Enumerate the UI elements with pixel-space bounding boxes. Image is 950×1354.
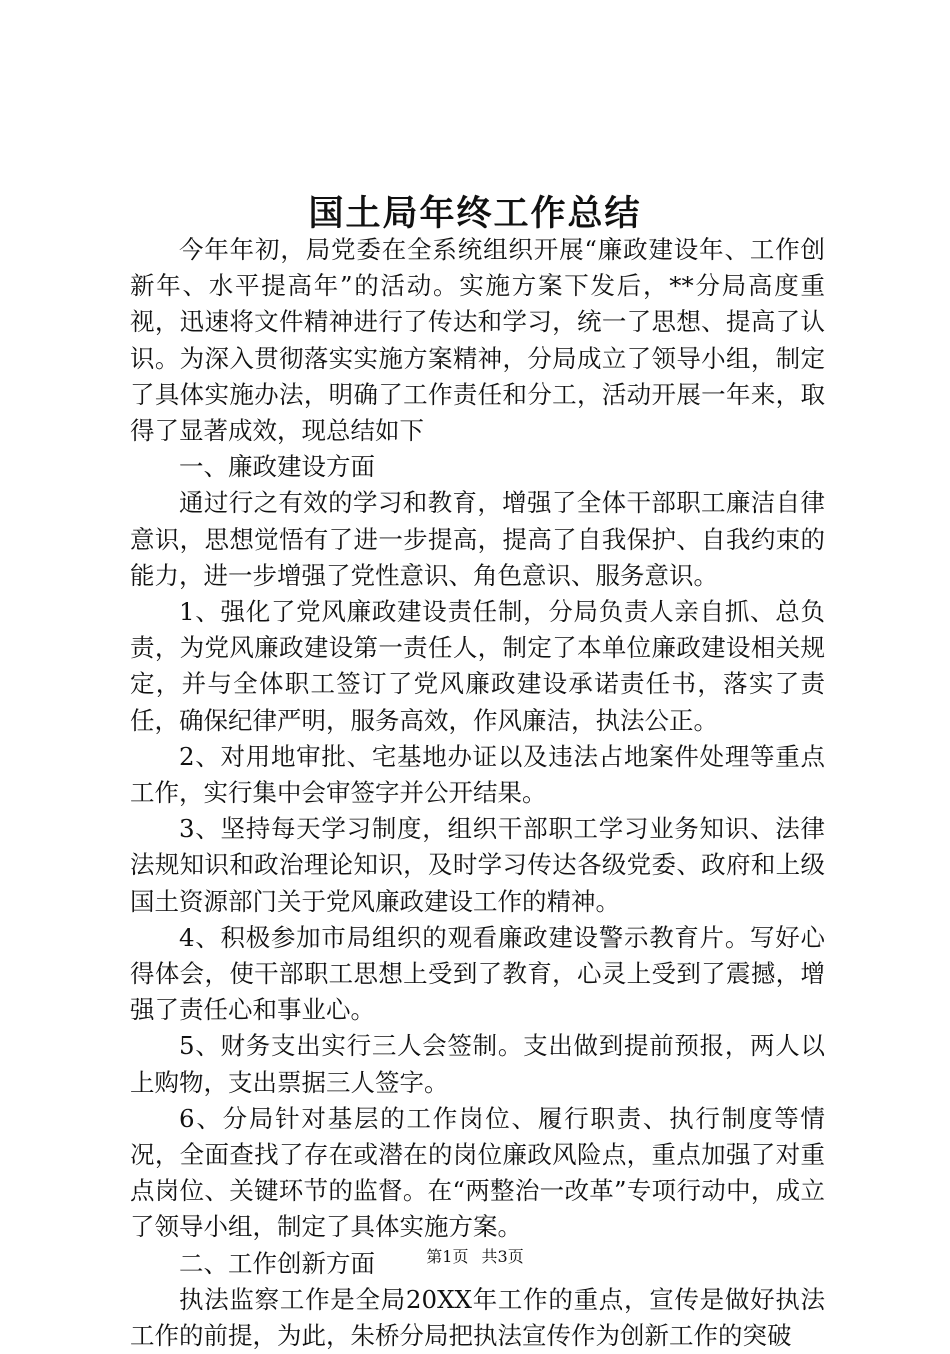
page-number: 第1页 (426, 1247, 469, 1266)
document-body (130, 232, 825, 1354)
paragraph-intro: 今年年初，局党委在全系统组织开展“廉政建设年、工作创新年、水平提高年”的活动。实施方案下发后，**分局高度重视，迅速将文件精神进行了传达和学习，统一了思想、提高了认识。为深入贯彻落实实施方案精神，分局成立了领导小组，制定了具体实施办法，明确了工作责任和分工，活动开展一年来，取得了显著成效，现总结如下 (130, 235, 825, 446)
list-item-2: 2、对用地审批、宅基地办证以及违法占地案件处理等重点工作，实行集中会审签字并公开结果。 (130, 741, 825, 808)
document-title: 国土局年终工作总结 (308, 193, 642, 234)
list-item-1: 1、强化了党风廉政建设责任制，分局负责人亲自抓、总负责，为党风廉政建设第一责任人，制定了本单位廉政建设相关规定，并与全体职工签订了党风廉政建设承诺责任书，落实了责任，确保纪律严明，服务高效，作风廉洁，执法公正。 (130, 597, 825, 735)
list-item-4: 4、积极参加市局组织的观看廉政建设警示教育片。写好心得体会，使干部职工思想上受到了教育，心灵上受到了震撼，增强了责任心和事业心。 (130, 922, 825, 1025)
paragraph: 执法监察工作是全局20XX年工作的重点，宣传是做好执法工作的前提，为此，朱桥分局把执法宣传作为创新工作的突破 (130, 1284, 825, 1351)
list-item-6: 6、分局针对基层的工作岗位、履行职责、执行制度等情况，全面查找了存在或潜在的岗位廉政风险点，重点加强了对重点岗位、关键环节的监督。在“两整治一改革”专项行动中，成立了领导小组，制定了具体实施方案。 (130, 1103, 825, 1242)
paragraph: 通过行之有效的学习和教育，增强了全体干部职工廉洁自律意识，思想觉悟有了进一步提高，提高了自我保护、自我约束的能力，进一步增强了党性意识、角色意识、服务意识。 (130, 488, 825, 590)
section-heading-2: 二、工作创新方面 (179, 1248, 375, 1278)
list-item-3: 3、坚持每天学习制度，组织干部职工学习业务知识、法律法规知识和政治理论知识，及时学习传达各级党委、政府和上级国土资源部门关于党风廉政建设工作的精神。 (130, 814, 825, 916)
page-footer (0, 1244, 950, 1267)
section-heading-1: 一、廉政建设方面 (179, 452, 375, 482)
list-item-5: 5、财务支出实行三人会签制。支出做到提前预报，两人以上购物，支出票据三人签字。 (130, 1031, 825, 1097)
page-total: 共3页 (481, 1247, 524, 1266)
